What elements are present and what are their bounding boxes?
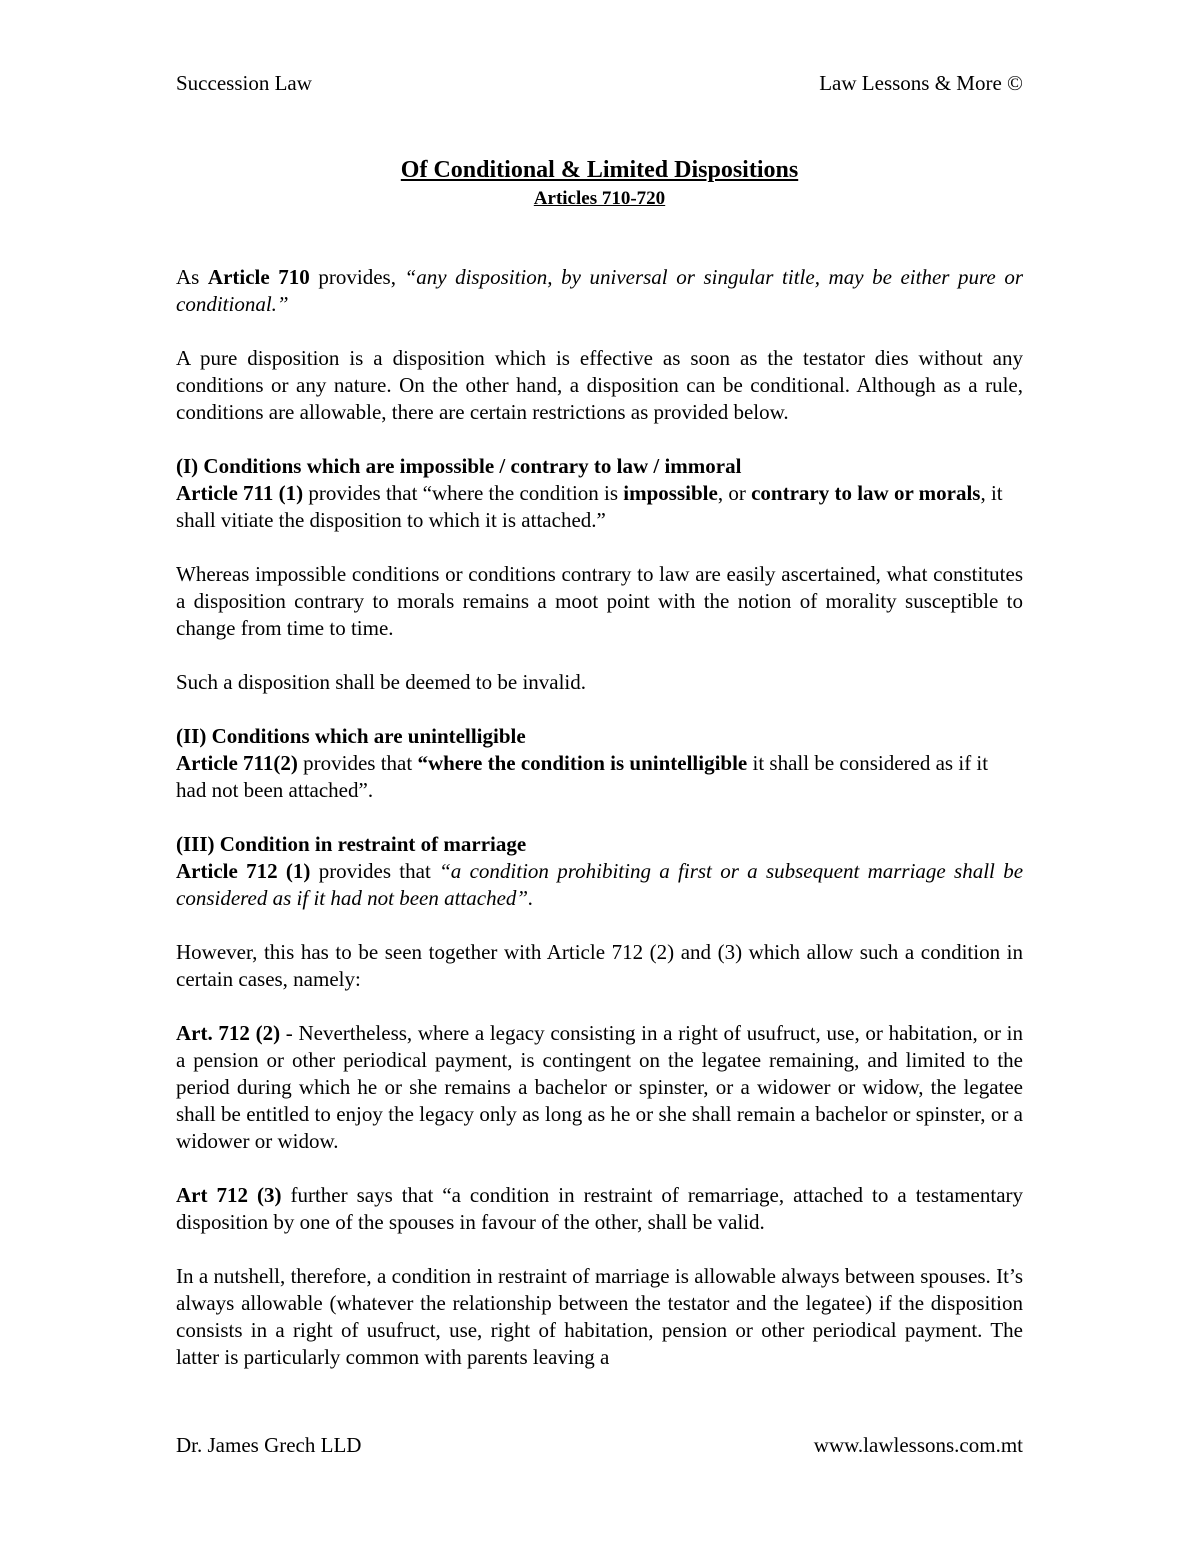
paragraph-nutshell: In a nutshell, therefore, a condition in restraint of marriage is allowable always between spouses. It’s always allowable (whatever the relationship between the testator and the legatee) if the disposition consists in a right of usufruct, use, right of habitation, pension or other periodical payment. The latter is particularly common with parents leaving a [176, 1264, 1023, 1369]
paragraph-however: However, this has to be seen together with Article 712 (2) and (3) which allow such a condition in certain cases, namely: [176, 940, 1023, 991]
text-run: provides, [309, 265, 405, 289]
italic-quote: “a condition prohibiting a first or a subsequent marriage shall be considered as if it had not been attached”. [176, 859, 1024, 910]
bold-run: “where the condition is unintelligible [417, 751, 748, 775]
paragraph-article-711-1 [176, 480, 1023, 534]
footer-website-link[interactable]: www.lawlessons.com.mt [813, 1433, 1023, 1457]
title-block [176, 155, 1023, 211]
text-run: , it shall vitiate the disposition to which it is attached.” [176, 481, 1003, 532]
text-run: provides that [310, 859, 440, 883]
bold-run: Article 711 (1) [176, 481, 304, 505]
bold-run: Article 710 [207, 265, 310, 289]
header-right-text: Law Lessons & More © [819, 71, 1023, 95]
bold-run: Article 711(2) [176, 751, 298, 775]
page-title: Of Conditional & Limited Dispositions [400, 157, 799, 183]
footer-author: Dr. James Grech LLD [176, 1433, 362, 1457]
paragraph-invalid: Such a disposition shall be deemed to be invalid. [176, 670, 587, 694]
text-run: As [176, 265, 208, 289]
paragraph-intro [176, 264, 1023, 318]
paragraph-pure-disposition: A pure disposition is a disposition which is effective as soon as the testator dies without any conditions or any nature. On the other hand, a disposition can be conditional. Although as a rule, conditions are allowable, there are certain restrictions as provided below. [176, 346, 1023, 424]
text-run: provides that [297, 751, 418, 775]
document-body [176, 264, 1023, 1398]
bold-run: impossible [623, 481, 718, 505]
header-left-text: Succession Law [176, 71, 312, 95]
text-run: further says that “a condition in restraint of remarriage, attached to a testamentary disposition by one of the spouses in favour of the other, shall be valid. [176, 1183, 1024, 1234]
paragraph-article-712-2 [176, 1020, 1023, 1155]
bold-run: Art. 712 (2) [176, 1021, 281, 1045]
paragraph-article-711-2 [176, 750, 1023, 804]
text-run: , or [717, 481, 752, 505]
bold-run: contrary to law or morals [751, 481, 981, 505]
page-header [176, 70, 1023, 97]
section-heading-unintelligible: (II) Conditions which are unintelligible [176, 724, 526, 748]
text-run: it shall be considered as if it had not been attached”. [176, 751, 989, 802]
bold-run: Article 712 (1) [176, 859, 311, 883]
text-run: provides that “where the condition is [303, 481, 624, 505]
section-heading-impossible: (I) Conditions which are impossible / contrary to law / immoral [176, 454, 742, 478]
paragraph-article-712-1 [176, 858, 1023, 912]
paragraph-article-712-3 [176, 1182, 1023, 1236]
paragraph-morals: Whereas impossible conditions or conditions contrary to law are easily ascertained, what constitutes a disposition contrary to morals remains a moot point with the notion of morality susceptible to change from time to time. [176, 562, 1023, 640]
page-footer [176, 1432, 1023, 1459]
italic-quote: “any disposition, by universal or singular title, may be either pure or conditional.” [176, 265, 1023, 316]
page-subtitle: Articles 710-720 [533, 188, 666, 209]
bold-run: Art 712 (3) [176, 1183, 282, 1207]
section-heading-marriage: (III) Condition in restraint of marriage [176, 832, 527, 856]
text-run: - Nevertheless, where a legacy consisting in a right of usufruct, use, or habitation, or in a pension or other periodical payment, is contingent on the legatee remaining, and limited to the period during which he or she remains a bachelor or spinster, or a widower or widow, the legatee shall be entitled to enjoy the legacy only as long as he or she shall remain a bachelor or spinster, or a widower or widow. [176, 1021, 1023, 1153]
